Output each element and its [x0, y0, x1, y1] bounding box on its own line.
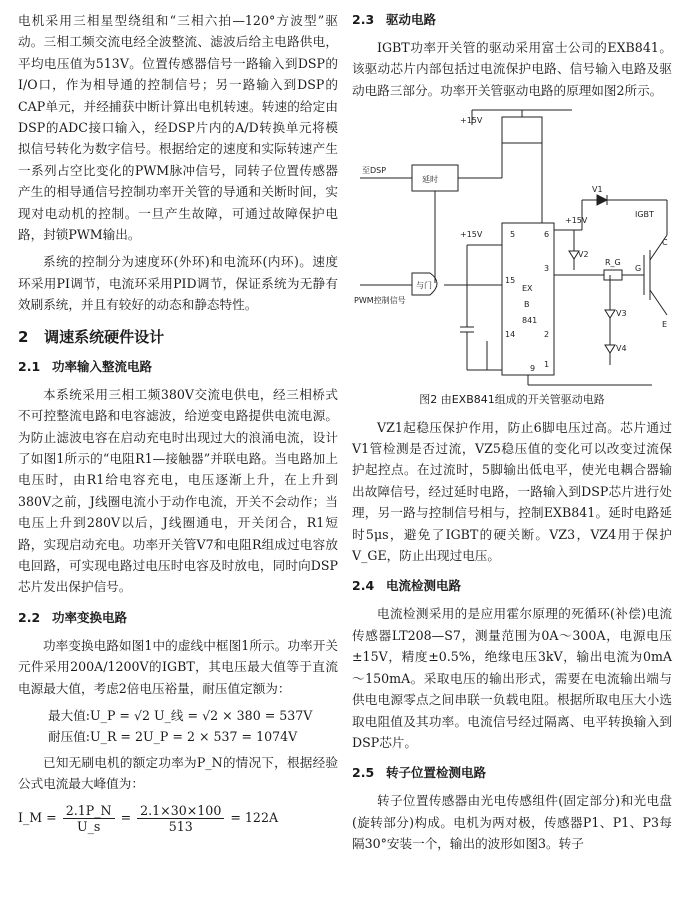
label-pin1: 1 — [544, 360, 550, 370]
label-pwm: PWM控制信号 — [354, 296, 406, 306]
label-pin9: 9 — [530, 364, 536, 374]
equation-max-voltage: 最大值:U_P = √2 U_线 = √2 × 380 = 537V — [48, 707, 313, 723]
section-title: 调速系统硬件设计 — [44, 327, 165, 346]
right-column — [352, 0, 672, 855]
label-pin14: 14 — [505, 330, 516, 340]
optocoupler — [502, 117, 542, 143]
label-pin6: 6 — [544, 230, 550, 240]
exb841-chip — [502, 223, 554, 375]
label-pin2: 2 — [544, 330, 550, 340]
subsection-number: 2.3 — [352, 12, 375, 27]
subsection-title: 驱动电路 — [386, 12, 437, 27]
label-chip-b: B — [524, 300, 530, 310]
subsection-heading-2-1 — [18, 357, 338, 375]
section-heading-2 — [18, 326, 338, 347]
paragraph-peak-current: 已知无刷电机的额定功率为P_N的情况下，根据经验公式电流最大峰值为： — [18, 754, 338, 792]
figure-2-caption: 图2 由EXB841组成的开关管驱动电路 — [419, 393, 605, 407]
label-rg: R_G — [605, 258, 621, 268]
label-emitter: E — [662, 320, 668, 330]
subsection-number: 2.4 — [352, 578, 375, 594]
label-v2: V2 — [578, 250, 589, 260]
subsection-heading-2-3 — [352, 10, 672, 28]
label-gate: G — [635, 264, 642, 274]
subsection-number: 2.5 — [352, 765, 375, 781]
label-delay: 延时 — [422, 175, 438, 185]
label-pin3: 3 — [544, 264, 550, 274]
label-pin15: 15 — [505, 276, 516, 286]
paragraph-power-conversion: 功率变换电路如图1中的虚线中框图1所示。功率开关元件采用200A/1200V的IGBT，其电压最大值等于直流电源最大值，考虑2倍电压裕量，耐压值定额为： — [18, 637, 338, 696]
left-column — [18, 0, 338, 834]
paragraph-rotor-position: 转子位置传感器由光电传感组件(固定部分)和光电盘(旋转部分)构成。电机为两对极，传感器P1、P1、P3每隔30°安装一个，输出的波形如图3。转子 — [352, 793, 672, 852]
paragraph-drive-circuit: IGBT功率开关管的驱动采用富士公司的EXB841。该驱动芯片内部包括过电流保护电路、信号输入电路及驱动电路三部分。功率开关管驱动电路的原理如图2所示。 — [352, 40, 672, 98]
label-chip-841: 841 — [522, 316, 538, 326]
label-plus15-c: +15V — [565, 216, 588, 226]
subsection-title: 功率输入整流电路 — [52, 358, 153, 374]
subsection-heading-2-4 — [352, 576, 672, 594]
subsection-title: 电流检测电路 — [386, 578, 462, 594]
paragraph-control-loops: 系统的控制分为速度环(外环)和电流环(内环)。速度环采用PI调节，电流环采用PID调节，保证系统为无静有效刷系统，并且有较好的动态和静态特性。 — [18, 254, 338, 313]
label-v3: V3 — [616, 309, 627, 319]
label-collector: C — [662, 238, 668, 248]
section-number: 2 — [18, 327, 29, 346]
label-and-gate: 与门 — [416, 281, 432, 291]
subsection-title: 转子位置检测电路 — [386, 765, 487, 781]
label-plus15-a: +15V — [460, 116, 483, 126]
equation-peak-current: I_M = $\frac{2.1P\_N}{U\_s}$ = $\frac{2.1\times 30\times 100}{513}$ = 122A — [18, 802, 279, 834]
label-chip-ex: EX — [522, 284, 533, 294]
figure-2-exb841-drive-circuit — [352, 105, 672, 387]
label-v1: V1 — [592, 185, 603, 195]
equation-withstand-voltage: 耐压值:U_R = 2U_P = 2 × 537 = 1074V — [48, 729, 298, 745]
subsection-heading-2-5 — [352, 763, 672, 781]
label-pin5: 5 — [510, 230, 516, 240]
label-v4: V4 — [616, 344, 627, 354]
subsection-title: 功率变换电路 — [52, 609, 128, 625]
subsection-heading-2-2 — [18, 608, 338, 626]
subsection-number: 2.1 — [18, 358, 41, 374]
label-igbt: IGBT — [635, 210, 654, 220]
paragraph-zener-protection: VZ1起稳压保护作用，防止6脚电压过高。芯片通过V1管检测是否过流，VZ5稳压值的变化可以改变过流保护起控点。在过流时，5脚输出低电平，使光电耦合器输出故障信号，经过延时电路，一路输入到DSP芯片进行处理，另一路与控制信号相与，控制EXB841。延时电路延时5μs，避免了IGBT的硬关断。VZ3，VZ4用于保护V_GE，防止出现过电压。 — [352, 419, 672, 564]
label-plus15-b: +15V — [460, 230, 483, 240]
paragraph-current-sensing: 电流检测采用的是应用霍尔原理的死循环(补偿)电流传感器LT208—S7，测量范围为0A～300A，电源电压±15V，精度±0.5%，绝缘电压3kV，输出电流为0mA～150mA。采取电压的输出形式，需要在电流输出端与供电电源零点之间串联一负载电阻。根据所取电压大小选取电阻值及其功率。电流信号经过隔离、电平转换输入到DSP芯片。 — [352, 606, 672, 750]
label-to-dsp: 至DSP — [362, 166, 387, 176]
subsection-number: 2.2 — [18, 609, 41, 625]
paragraph-motor-drive: 电机采用三相星型绕组和“三相六拍—120°方波型”驱动。三相工频交流电经全波整流、滤波后给主电路供电，平均电压值为513V。位置传感器信号一路输入到DSP的I/O口，作为相导通的控制信号；另一路输入到DSP的CAP单元，并经捕获中断计算出电机转速。转速的给定由DSP的ADC接口输入，经DSP片内的A/D转换单元将模拟信号转化为数字信号。根据给定的速度和实际转速产生一系列占空比变化的PWM脉冲信号，同转子位置传感器产生的相导通信号控制功率开关管的导通和关断时间，实现对电动机的控制。一旦产生故障，可通过故障保护电路，封锁PWM输出。 — [18, 13, 338, 243]
paragraph-rectifier: 本系统采用三相工频380V交流电供电，经三相桥式不可控整流电路和电容滤波，给逆变电路提供电流电源。为防止滤波电容在启动充电时出现过大的浪涌电流，设计了如图1所示的“电阻R1—接触器”并联电路。当电路加上电压时，由R1给电容充电，电压逐渐上升，在上升到380V之前，J线圈电流小于动作电流，开关不会动作；当电压上升到280V以后，J线圈通电，开关闭合，R1短路，实现启动充电。功率开关管V7和电阻R组成过电容放电回路，可实现电路过电压时电容及时放电，同时向DSP芯片发出保护信号。 — [18, 386, 338, 595]
